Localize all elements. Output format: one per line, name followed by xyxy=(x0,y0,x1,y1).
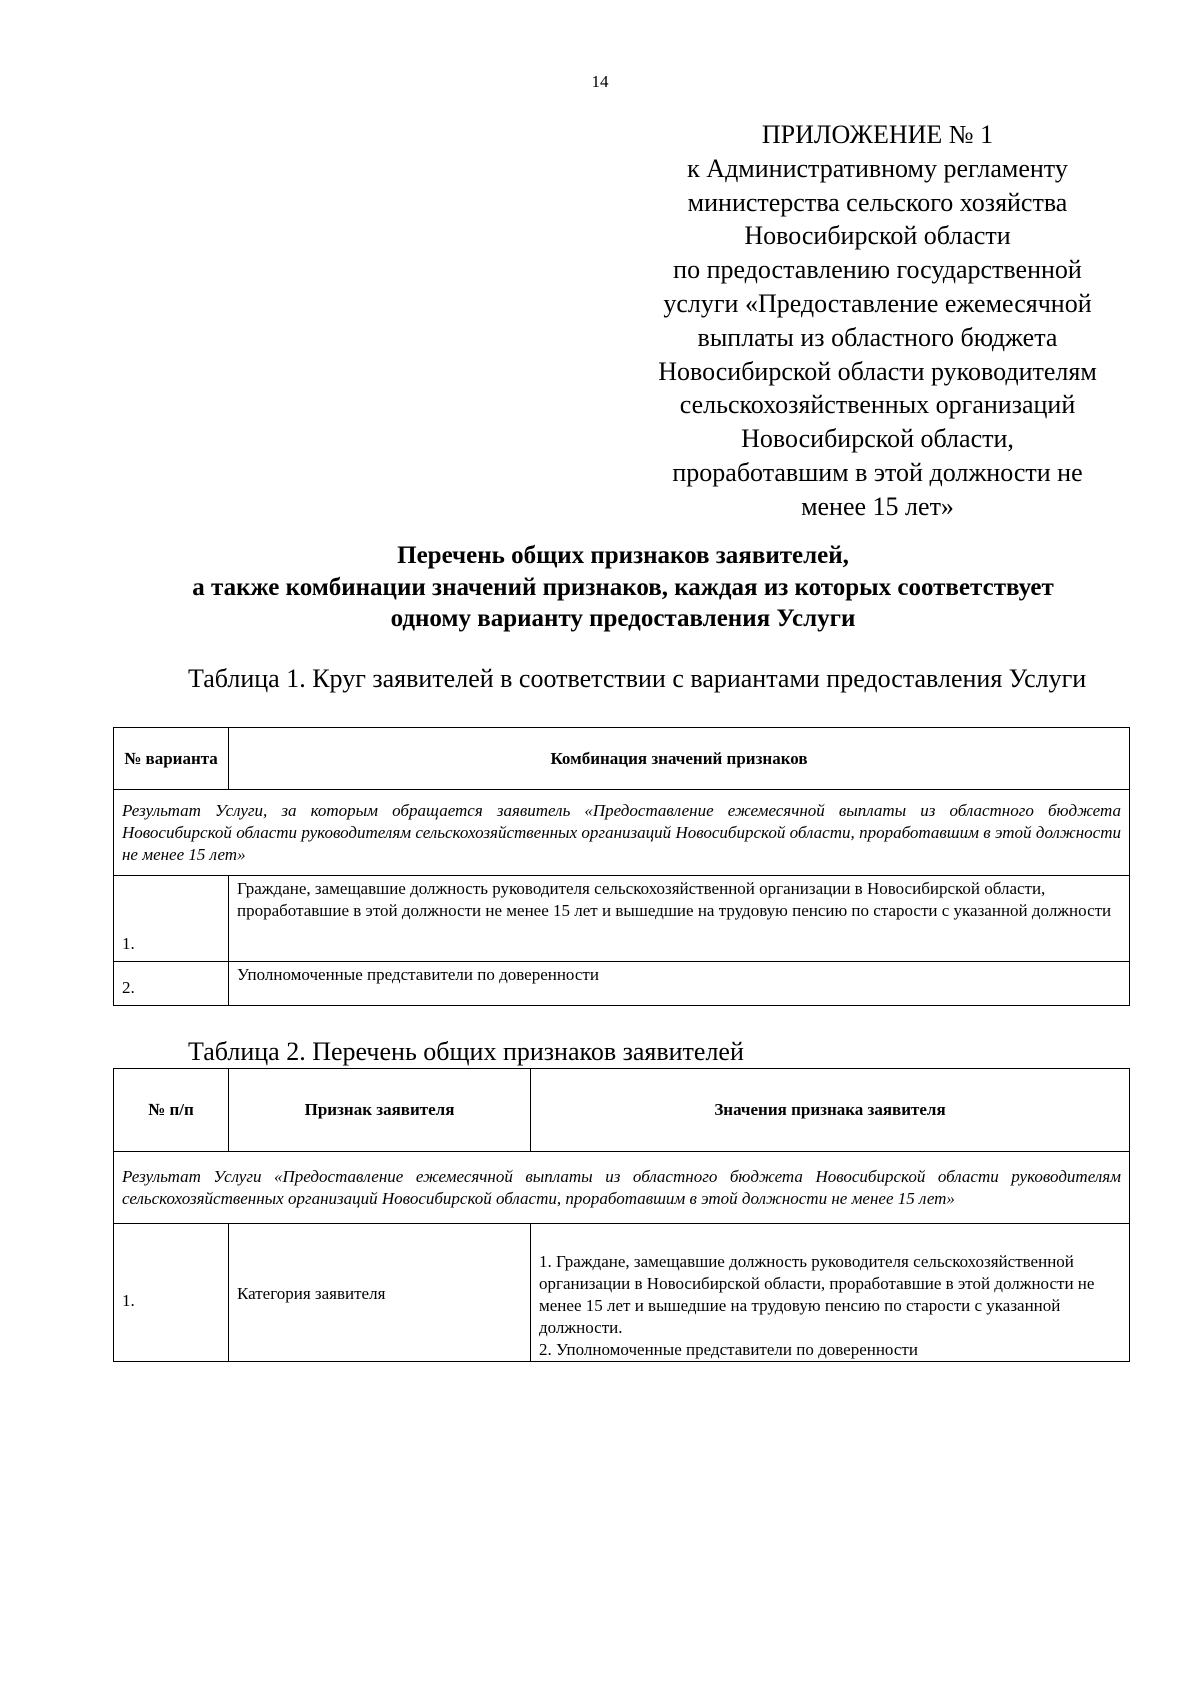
table2-caption: Таблица 2. Перечень общих признаков заявителей xyxy=(188,1037,744,1066)
result-row xyxy=(114,790,1130,876)
appendix-line: Новосибирской области, xyxy=(741,424,1014,454)
appendix-line: проработавшим в этой должности не xyxy=(672,457,1083,487)
appendix-line: менее 15 лет» xyxy=(801,491,954,521)
row-number: 1. xyxy=(114,1224,229,1362)
row-text: Граждане, замещавшие должность руководителя сельскохозяйственной организации в Новосибирской области, проработавшие в этой должности не менее 15 лет и вышедшие на трудовую пенсию по старости с указанной должности xyxy=(229,876,1130,962)
row-attribute: Категория заявителя xyxy=(229,1224,531,1362)
heading-line: одному варианту предоставления Услуги xyxy=(390,605,856,632)
appendix-line: выплаты из областного бюджета xyxy=(697,322,1058,352)
appendix-line: Новосибирской области руководителям xyxy=(658,356,1097,386)
table1-caption: Таблица 1. Круг заявителей в соответствии с вариантами предоставления Услуги xyxy=(188,664,1087,693)
appendix-line: к Административному регламенту xyxy=(687,153,1068,183)
applicants-variants-table xyxy=(113,727,1130,1006)
header-variant-number: № варианта xyxy=(114,728,229,790)
header-number: № п/п xyxy=(114,1069,229,1152)
row-number: 1. xyxy=(114,876,229,962)
row-values xyxy=(531,1224,1130,1362)
table-header-row xyxy=(114,728,1130,790)
appendix-block xyxy=(650,118,1105,524)
result-row xyxy=(114,1152,1130,1224)
result-text: Результат Услуги «Предоставление ежемесячной выплаты из областного бюджета Новосибирской области руководителям сельскохозяйственных организаций Новосибирской области, проработавшим в этой должности не менее 15 лет» xyxy=(114,1152,1130,1224)
table-header-row xyxy=(114,1069,1130,1152)
row-number: 2. xyxy=(114,962,229,1006)
appendix-line: министерства сельского хозяйства xyxy=(687,187,1068,217)
appendix-line: по предоставлению государственной xyxy=(673,255,1082,285)
heading-line: Перечень общих признаков заявителей, xyxy=(397,542,849,569)
header-values: Значения признака заявителя xyxy=(531,1069,1130,1152)
result-text: Результат Услуги, за которым обращается заявитель «Предоставление ежемесячной выплаты из областного бюджета Новосибирской области руководителям сельскохозяйственных организаций Новосибирской области, проработавшим в этой должности не менее 15 лет» xyxy=(114,790,1130,876)
table-row xyxy=(114,962,1130,1006)
table-row xyxy=(114,1224,1130,1362)
header-attribute: Признак заявителя xyxy=(229,1069,531,1152)
table-row xyxy=(114,876,1130,962)
appendix-line: Новосибирской области xyxy=(744,221,1011,251)
value-item: 2. Уполномоченные представители по доверенности xyxy=(539,1340,918,1359)
applicant-attributes-table xyxy=(113,1068,1130,1362)
appendix-line: ПРИЛОЖЕНИЕ № 1 xyxy=(761,120,994,149)
header-combination: Комбинация значений признаков xyxy=(229,728,1130,790)
appendix-line: услуги «Предоставление ежемесячной xyxy=(663,288,1092,318)
value-item: 1. Граждане, замещавшие должность руководителя сельскохозяйственной организации в Новосибирской области, проработавшие в этой должности не менее 15 лет и вышедшие на трудовую пенсию по старости с указанной должности. xyxy=(539,1252,1095,1337)
appendix-line: сельскохозяйственных организаций xyxy=(679,390,1076,420)
document-heading xyxy=(113,540,1133,635)
heading-line: а также комбинации значений признаков, каждая из которых соответствует xyxy=(192,573,1054,601)
row-text: Уполномоченные представители по доверенности xyxy=(229,962,1130,1006)
page-number: 14 xyxy=(591,72,609,91)
